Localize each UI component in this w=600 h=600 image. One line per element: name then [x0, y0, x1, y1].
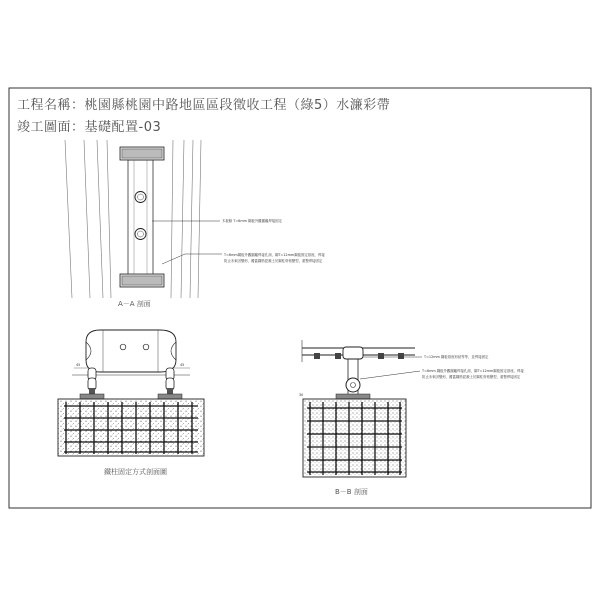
dim-left: 45	[76, 363, 81, 367]
fixing-section-view	[58, 330, 204, 456]
section-bb-caption: B－B 剖面	[335, 488, 368, 496]
fixing-section-caption: 鐵柱固定方式剖面圖	[104, 468, 167, 476]
dim-mid: 30	[299, 393, 304, 397]
project-title: 工程名稱：桃園縣桃園中路地區區段徵收工程（綠5）水濂彩帶	[17, 98, 391, 113]
note-wood-strip: 木板條 T=6mm 鋼板外觀圍籬焊接固定	[222, 219, 282, 223]
drawing-title: 竣工圖面：基礎配置-03	[17, 120, 162, 135]
note-plate-weld-2: 防止未來因變形，覆蓋鋼筋混凝土於鋼柱骨格變型，重整焊接固定	[224, 259, 323, 263]
note-plate-weld: T=6mm鋼板外觀圍籬焊接孔洞，鋼T=12mm鋼板固定基座，焊接	[224, 253, 325, 257]
section-bb-view	[302, 340, 422, 477]
note-base-plate: T=12mm 鋼板基座形狀等等，並焊接固定	[424, 355, 489, 359]
section-aa-view	[65, 140, 222, 298]
note-weld-right-2: 防止未來因變形，覆蓋鋼筋混凝土於鋼柱骨格變型，重整焊接固定	[422, 375, 521, 379]
section-aa-caption: A－A 剖面	[118, 300, 151, 308]
dim-right: 45	[180, 363, 185, 367]
note-weld-right: T=6mm 鋼板外觀圍籬焊接孔洞，鋼T=12mm鋼板固定基座，焊接	[422, 369, 524, 373]
